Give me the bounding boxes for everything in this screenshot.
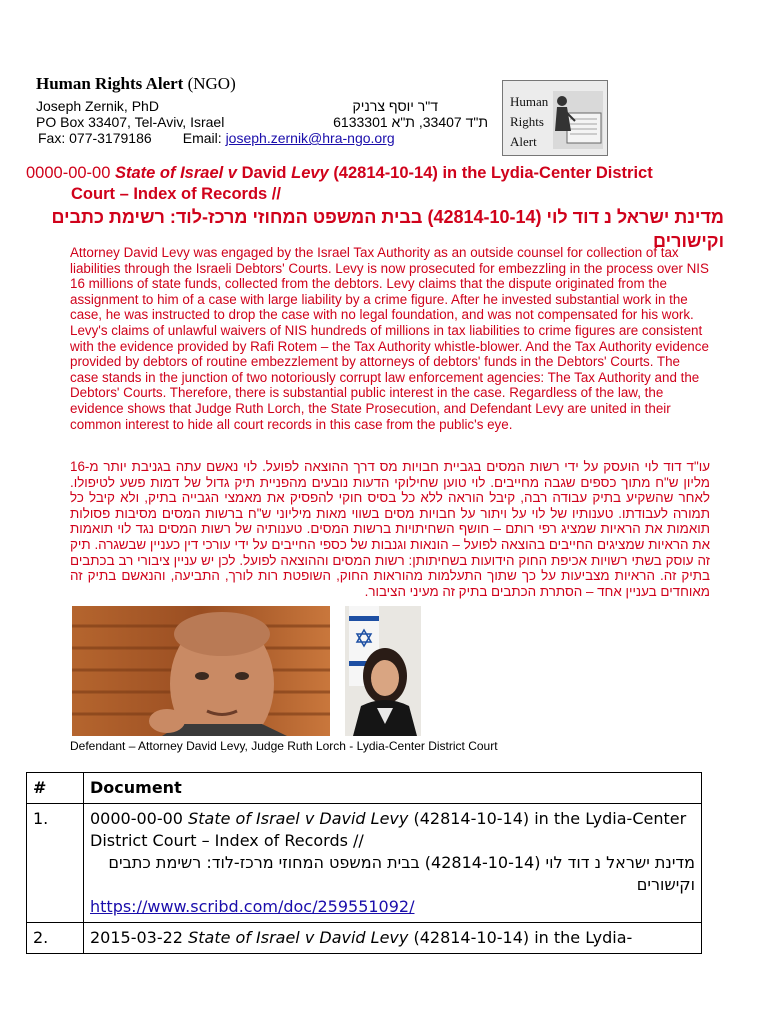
person-name-he: ד"ר יוסף צרניק [352,98,438,114]
title-date: 0000-00-00 [26,164,111,182]
email-label: Email: [182,130,222,146]
row-link[interactable]: https://www.scribd.com/doc/259551092/ [90,897,415,916]
row-number: 2. [27,923,84,954]
org-title [36,74,236,94]
row-document [84,804,702,923]
table-header-row [27,773,702,804]
row-description: (42814-10-14) in the Lydia- [413,928,633,947]
logo-word: Rights [510,114,544,129]
title-line-1 [26,163,742,184]
logo-figure-icon [553,91,603,149]
row-date: 0000-00-00 [90,809,183,828]
row-description: (42814-10-14) in the Lydia-Center District Court – Index of Records // [90,809,687,850]
logo-word: Alert [510,134,537,149]
title-name: David [241,164,287,182]
fax: Fax: 077-3179186 [38,130,152,146]
photo-caption: Defendant – Attorney David Levy, Judge Ruth Lorch - Lydia-Center District Court [70,739,498,753]
title-line-2: Court – Index of Records // [71,185,281,203]
title-rest: (42814-10-14) in the Lydia-Center District [333,164,653,182]
title-surname: Levy [291,164,329,182]
defendant-photo [72,606,330,736]
column-header-number: # [27,773,84,804]
person-name-en: Joseph Zernik, PhD [36,98,159,114]
row-date: 2015-03-22 [90,928,183,947]
column-header-document: Document [84,773,702,804]
abstract-english: Attorney David Levy was engaged by the Israel Tax Authority as an outside counsel for collection of tax liabilities through the Israeli Debtors' Courts. Levy is now prosecuted for embezzling in the process over NIS 16 millions of state funds, collected from the debtors. Levy claims that the dispute originated from the assignment to him of a case with large liability by a crime figure. After he invested substantial work in the case, he was instructed to drop the case with no legal foundation, and was not compensated for his work. Levy's claims of unlawful waivers of NIS hundreds of millions in tax liabilities to crime figures are consistent with the evidence provided by Rafi Rotem – the Tax Authority whistle-blower. And the Tax Authority evidence provided by debtors of routine embezzlement by attorneys of debtors' funds in the Debtors' Courts. The case stands in the junction of two notoriously corrupt law enforcement agencies: The Tax Authority and the Debtors' Courts. Therefore, there is substantial public interest in the case. Regardless of the law, the evidence shows that Judge Ruth Lorch, the State Prosecution, and Defendant Levy are united in their common interest to hide all court records in this case from the public's eye. [70,245,709,432]
org-logo [502,80,608,156]
row-document [84,923,702,954]
row-number: 1. [27,804,84,923]
row-hebrew: מדינת ישראל נ דוד לוי (42814-10-14) בבית המשפט המחוזי מרכז-לוד: רשימת כתבים וקישורים [108,853,695,894]
abstract-hebrew: עו"ד דוד לוי הועסק על ידי רשות המסים בגביית חבויות מס דרך ההוצאה לפועל. לוי נאשם עתה בגניבת יותר מ-16 מליון ש"ח מתוך כספים שגבה מחייבים. לוי טוען שחילוקי הדעות נובעים מהפניית תיק גדול של דמות פשע לטיפולו. לאחר שהשקיע בתיק עבודה רבה, קיבל הוראה ללא כל בסיס חוקי להפסיק את מאמצי הגבייה בתיק, ולא קיבל כל תמורה לעבודתו. טענותיו של לוי על ויתור על חבויות מסים בשווי מאות מיליוני ש"ח ברשות המסים מסיבות פסולות תואמות את הראיות שמציג רפי רותם – חושף השחיתויות ברשות המסים. טענותיה של רשות המסים נגד לוי תואמות את הראיות שמציגים החייבים בהוצאה לפועל – הונאות וגנבות של כספי החייבים על ידי עורכי דין כעניין שבשגרה. תיק זה עוסק בשתי רשויות אכיפת החוק הידועות בשחיתותן: רשות המסים וההוצאה לפועל. לכן יש עניין ציבורי רב בכתבים בתיק זה. הראיות מצביעות על כך שתוך התעלמות מהוראות החוק, השופטת רות לורך, התביעה, והנאשם בתיק זה מאוחדים בעניין אחד – הסתרת הכתבים בתיק זה מעיני הציבור. [70,459,710,599]
contact-line [38,130,395,146]
row-case: State of Israel v David Levy [188,809,409,828]
address-en: PO Box 33407, Tel-Aviv, Israel [36,114,225,130]
letterhead [0,0,768,150]
document-title [26,163,742,253]
table-row [27,804,702,923]
address-he: ת"ד 33407, ת"א 6133301 [333,114,488,130]
email-link[interactable]: joseph.zernik@hra-ngo.org [225,130,395,146]
judge-photo [345,606,421,736]
records-index-table [26,772,702,954]
org-suffix: (NGO) [187,74,236,93]
title-case: State of Israel v [115,164,237,182]
row-case: State of Israel v David Levy [188,928,409,947]
logo-word: Human [510,94,549,109]
org-name: Human Rights Alert [36,74,184,93]
title-hebrew: מדינת ישראל נ דוד לוי (42814-10-14) בבית המשפט המחוזי מרכז-לוד: רשימת כתבים וקישורים [51,207,724,251]
table-row [27,923,702,954]
